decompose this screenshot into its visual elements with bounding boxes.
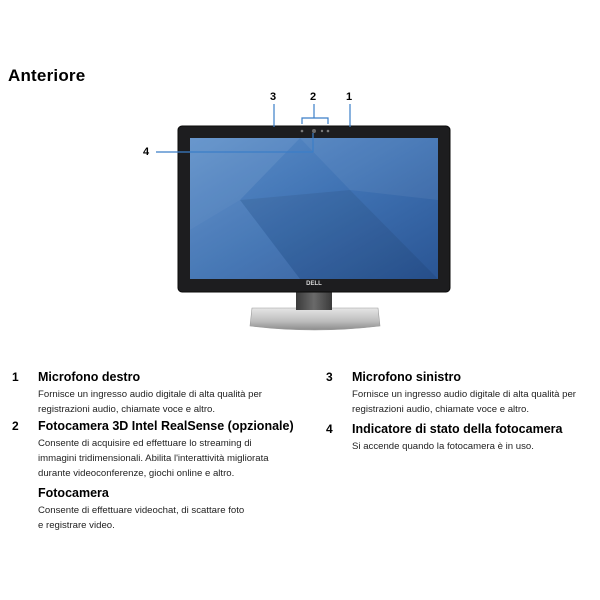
right-microphone	[327, 130, 330, 133]
item-number: 3	[326, 370, 333, 384]
item-right-microphone	[12, 370, 302, 420]
camera-status-light	[321, 130, 323, 132]
subsection-title: Fotocamera	[38, 486, 109, 500]
callout-number-4: 4	[143, 146, 150, 158]
callout-number-1: 1	[346, 91, 353, 103]
item-title: Microfono destro	[38, 370, 141, 384]
item-number: 1	[12, 370, 19, 384]
section-heading: Anteriore	[8, 66, 86, 85]
item-left-microphone	[326, 370, 596, 420]
left-microphone	[301, 130, 304, 133]
item-description: Consente di acquisire ed effettuare lo streaming di immagini tridimensionali. Abilita l'interattività migliorata durante videoconferenze, giochi online e altro.	[38, 438, 269, 479]
item-description: Fornisce un ingresso audio digitale di alta qualità per registrazioni audio, chiamate voce e altro.	[352, 389, 576, 415]
callout-number-3: 3	[270, 91, 277, 103]
item-title: Fotocamera 3D Intel RealSense (opzionale)	[38, 419, 294, 433]
subsection-description: Consente di effettuare videochat, di scattare foto e registrare video.	[38, 505, 245, 531]
item-camera-status-light	[326, 422, 596, 462]
item-description: Fornisce un ingresso audio digitale di alta qualità per registrazioni audio, chiamate voce e altro.	[38, 389, 262, 415]
camera-lens	[312, 129, 316, 133]
callout-number-2: 2	[310, 91, 317, 103]
item-title: Microfono sinistro	[352, 370, 462, 384]
dell-logo: DELL	[306, 281, 322, 287]
item-description: Si accende quando la fotocamera è in uso.	[352, 441, 534, 452]
item-number: 4	[326, 422, 333, 436]
item-number: 2	[12, 419, 19, 433]
item-title: Indicatore di stato della fotocamera	[352, 422, 563, 436]
item-camera-subsection	[38, 486, 318, 533]
stand-base	[250, 308, 380, 330]
